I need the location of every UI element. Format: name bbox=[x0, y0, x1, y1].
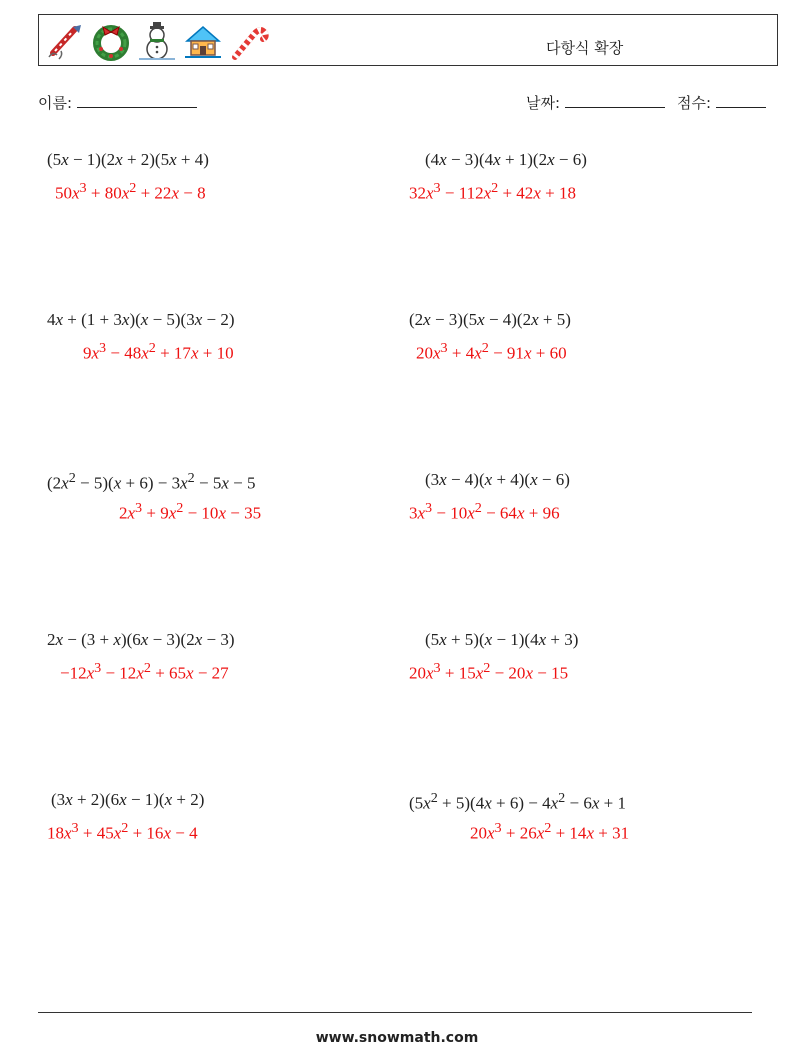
footer-url[interactable]: www.snowmath.com bbox=[315, 1030, 479, 1046]
score-field bbox=[677, 92, 766, 113]
header-icons bbox=[45, 21, 269, 61]
snowman-icon bbox=[137, 21, 177, 61]
problem-7-answer: $-12x^3 - 12x^2 + 65x - 27$ bbox=[60, 660, 229, 683]
score-label: 점수: bbox=[677, 94, 712, 112]
date-field bbox=[526, 92, 665, 113]
problem-8-question: (5x + 5)(x − 1)(4x + 3) bbox=[425, 630, 579, 649]
problem-3-question: 4x + (1 + 3x)(x − 5)(3x − 2) bbox=[47, 310, 235, 329]
score-blank[interactable] bbox=[716, 93, 766, 108]
christmas-wreath-icon bbox=[91, 21, 131, 61]
problem-1-question: (5x − 1)(2x + 2)(5x + 4) bbox=[47, 150, 209, 169]
name-field bbox=[38, 92, 197, 113]
problem-4-question: (2x − 3)(5x − 4)(2x + 5) bbox=[409, 310, 571, 329]
problem-5-answer: $2x^3 + 9x^2 - 10x - 35$ bbox=[119, 500, 262, 523]
worksheet-title: 다항식 확장 bbox=[546, 39, 624, 57]
problem-6-answer: $3x^3 - 10x^2 - 64x + 96$ bbox=[409, 500, 560, 523]
problem-10-answer: $20x^3 + 26x^2 + 14x + 31$ bbox=[470, 820, 630, 843]
problem-10-question: $(5x^2 + 5)(4x + 6) - 4x^2 - 6x + 1$ bbox=[409, 790, 626, 813]
problem-2-answer: $32x^3 - 112x^2 + 42x + 18$ bbox=[409, 180, 576, 203]
worksheet-header bbox=[38, 14, 778, 66]
date-label: 날짜: bbox=[526, 94, 561, 112]
name-blank[interactable] bbox=[77, 93, 197, 108]
problem-5-question: $(2x^2 - 5)(x + 6) - 3x^2 - 5x - 5$ bbox=[47, 470, 256, 493]
problem-9-answer: $18x^3 + 45x^2 + 16x - 4$ bbox=[47, 820, 198, 843]
snowy-house-icon bbox=[183, 21, 223, 61]
problem-2-question: (4x − 3)(4x + 1)(2x − 6) bbox=[425, 150, 587, 169]
firework-rocket-icon bbox=[45, 21, 85, 61]
candy-cane-icon bbox=[229, 21, 269, 61]
name-label: 이름: bbox=[38, 94, 73, 112]
problem-4-answer: $20x^3 + 4x^2 - 91x + 60$ bbox=[416, 340, 567, 363]
problem-9-question: (3x + 2)(6x − 1)(x + 2) bbox=[51, 790, 205, 809]
footer-divider bbox=[38, 1012, 752, 1013]
date-blank[interactable] bbox=[565, 93, 665, 108]
problem-3-answer: $9x^3 - 48x^2 + 17x + 10$ bbox=[83, 340, 234, 363]
problem-6-question: (3x − 4)(x + 4)(x − 6) bbox=[425, 470, 570, 489]
problem-8-answer: $20x^3 + 15x^2 - 20x - 15$ bbox=[409, 660, 569, 683]
problem-1-answer: $50x^3 + 80x^2 + 22x - 8$ bbox=[55, 180, 206, 203]
problem-7-question: 2x − (3 + x)(6x − 3)(2x − 3) bbox=[47, 630, 235, 649]
